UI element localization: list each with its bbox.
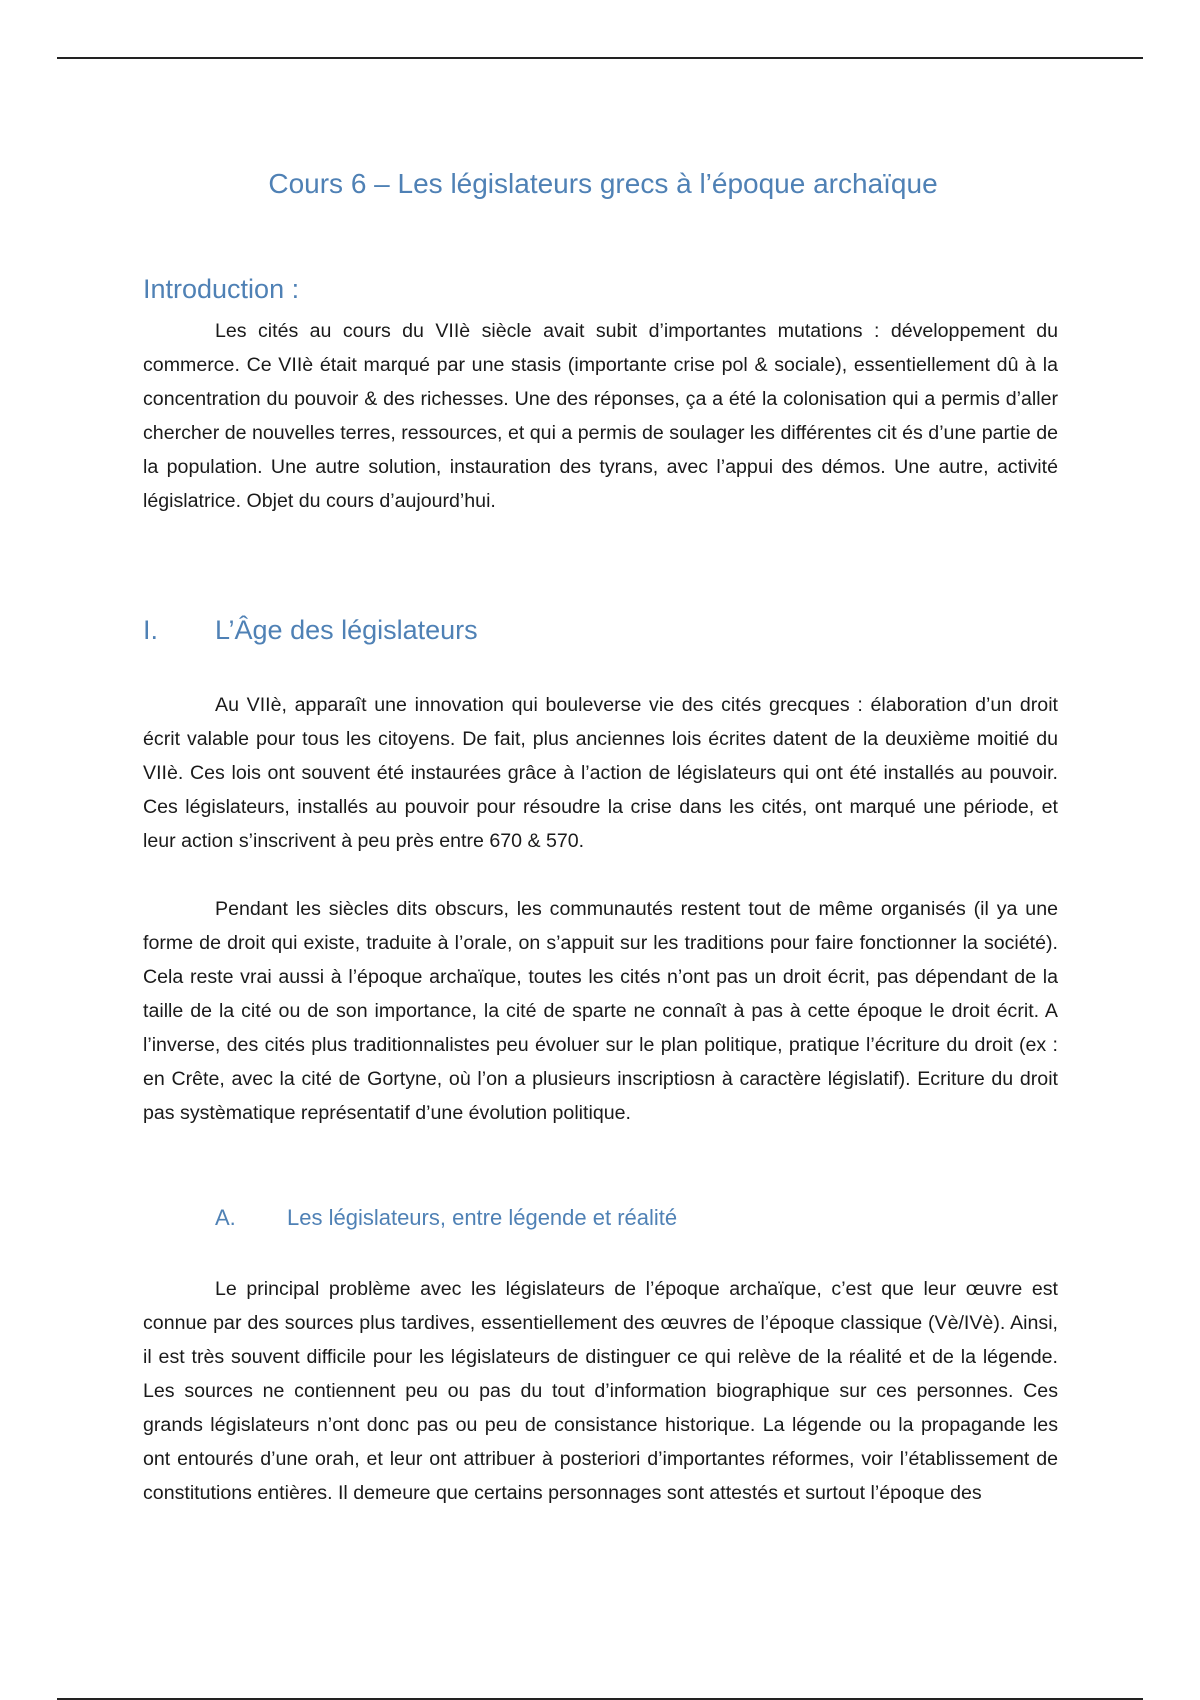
section-1-paragraph-1: Au VIIè, apparaît une innovation qui bouleverse vie des cités grecques : élaboration d’un droit écrit valable pour tous les citoyens. De fait, plus anciennes lois écrites datent de la deuxième moitié du VIIè. Ces lois ont souvent été instaurées grâce à l’action de législateurs qui ont été installés au pouvoir. Ces législateurs, installés au pouvoir pour résoudre la crise dans les cités, ont marqué une période, et leur action s’inscrivent à peu près entre 670 & 570.	[143, 694, 1058, 852]
section-1-title: L’Âge des législateurs	[215, 615, 478, 645]
header-rule	[57, 57, 1143, 59]
document-title: Cours 6 – Les législateurs grecs à l’époque archaïque	[268, 168, 938, 199]
introduction-paragraph: Les cités au cours du VIIè siècle avait subit d’importantes mutations : développement du commerce. Ce VIIè était marqué par une stasis (importante crise pol & sociale), essentiellement dû à la concentration du pouvoir & des richesses. Une des réponses, ça a été la colonisation qui a permis d’aller chercher de nouvelles terres, ressources, et qui a permis de soulager les différentes cit és d’une partie de la population. Une autre solution, instauration des tyrans, avec l’appui des démos. Une autre, activité législatrice. Objet du cours d’aujourd’hui.	[143, 320, 1058, 512]
subsection-a-heading	[215, 1205, 677, 1231]
subsection-a-number: A.	[215, 1205, 236, 1230]
section-1-number: I.	[143, 615, 159, 645]
section-1-heading	[143, 615, 478, 646]
subsection-a-title: Les législateurs, entre légende et réalité	[287, 1205, 678, 1230]
introduction-heading: Introduction :	[143, 274, 300, 304]
section-1-paragraph-2: Pendant les siècles dits obscurs, les communautés restent tout de même organisés (il ya une forme de droit qui existe, traduite à l’orale, on s’appuit sur les traditions pour faire fonctionner la société). Cela reste vrai aussi à l’époque archaïque, toutes les cités n’ont pas un droit écrit, pas dépendant de la taille de la cité ou de son importance, la cité de sparte ne connaît à pas à cette époque le droit écrit. A l’inverse, des cités plus traditionnalistes peu évoluer sur le plan politique, pratique l’écriture du droit (ex : en Crête, avec la cité de Gortyne, où l’on a plusieurs inscriptiosn à caractère législatif). Ecriture du droit pas systèmatique représentatif d’une évolution politique.	[143, 898, 1058, 1124]
subsection-a-paragraph: Le principal problème avec les législateurs de l’époque archaïque, c’est que leur œuvre est connue par des sources plus tardives, essentiellement des œuvres de l’époque classique (Vè/IVè). Ainsi, il est très souvent difficile pour les législateurs de distinguer ce qui relève de la réalité et de la légende. Les sources ne contiennent peu ou pas du tout d’information biographique sur ces personnes. Ces grands législateurs n’ont donc pas ou peu de consistance historique. La légende ou la propagande les ont entourés d’une orah, et leur ont attribuer à posteriori d’importantes réformes, voir l’établissement de constitutions entières. Il demeure que certains personnages sont attestés et surtout l’époque des	[143, 1278, 1058, 1504]
